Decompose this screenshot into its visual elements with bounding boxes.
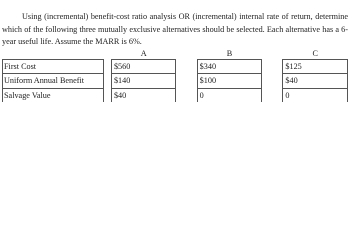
salvage-value-a: $40 xyxy=(111,88,176,102)
table-row-salvage-value xyxy=(3,88,348,102)
salvage-value-c: 0 xyxy=(283,88,348,102)
alternatives-table xyxy=(2,45,348,102)
salvage-value-b: 0 xyxy=(197,88,262,102)
annual-benefit-b: $100 xyxy=(197,74,262,89)
first-cost-a: $560 xyxy=(111,59,176,74)
first-cost-c: $125 xyxy=(283,59,348,74)
table-row-uniform-annual-benefit xyxy=(3,74,348,89)
column-header-a: A xyxy=(140,48,147,58)
annual-benefit-a: $140 xyxy=(111,74,176,89)
first-cost-b: $340 xyxy=(197,59,262,74)
row-label-uniform-annual-benefit: Uniform Annual Benefit xyxy=(3,74,104,89)
header-row xyxy=(3,45,348,59)
header-spacer xyxy=(3,45,104,59)
row-label-salvage-value: Salvage Value xyxy=(3,88,104,102)
column-header-b: B xyxy=(226,48,233,58)
problem-statement: Using (incremental) benefit-cost ratio analysis OR (incremental) internal rate of return, determine which of the following three mutually exclusive alternatives should be selected. Each alternative has a 6-year useful life. Assume the MARR is 6%. xyxy=(2,12,348,47)
row-label-first-cost: First Cost xyxy=(3,59,104,74)
column-header-c: C xyxy=(312,48,318,58)
table-row-first-cost xyxy=(3,59,348,74)
annual-benefit-c: $40 xyxy=(283,74,348,89)
